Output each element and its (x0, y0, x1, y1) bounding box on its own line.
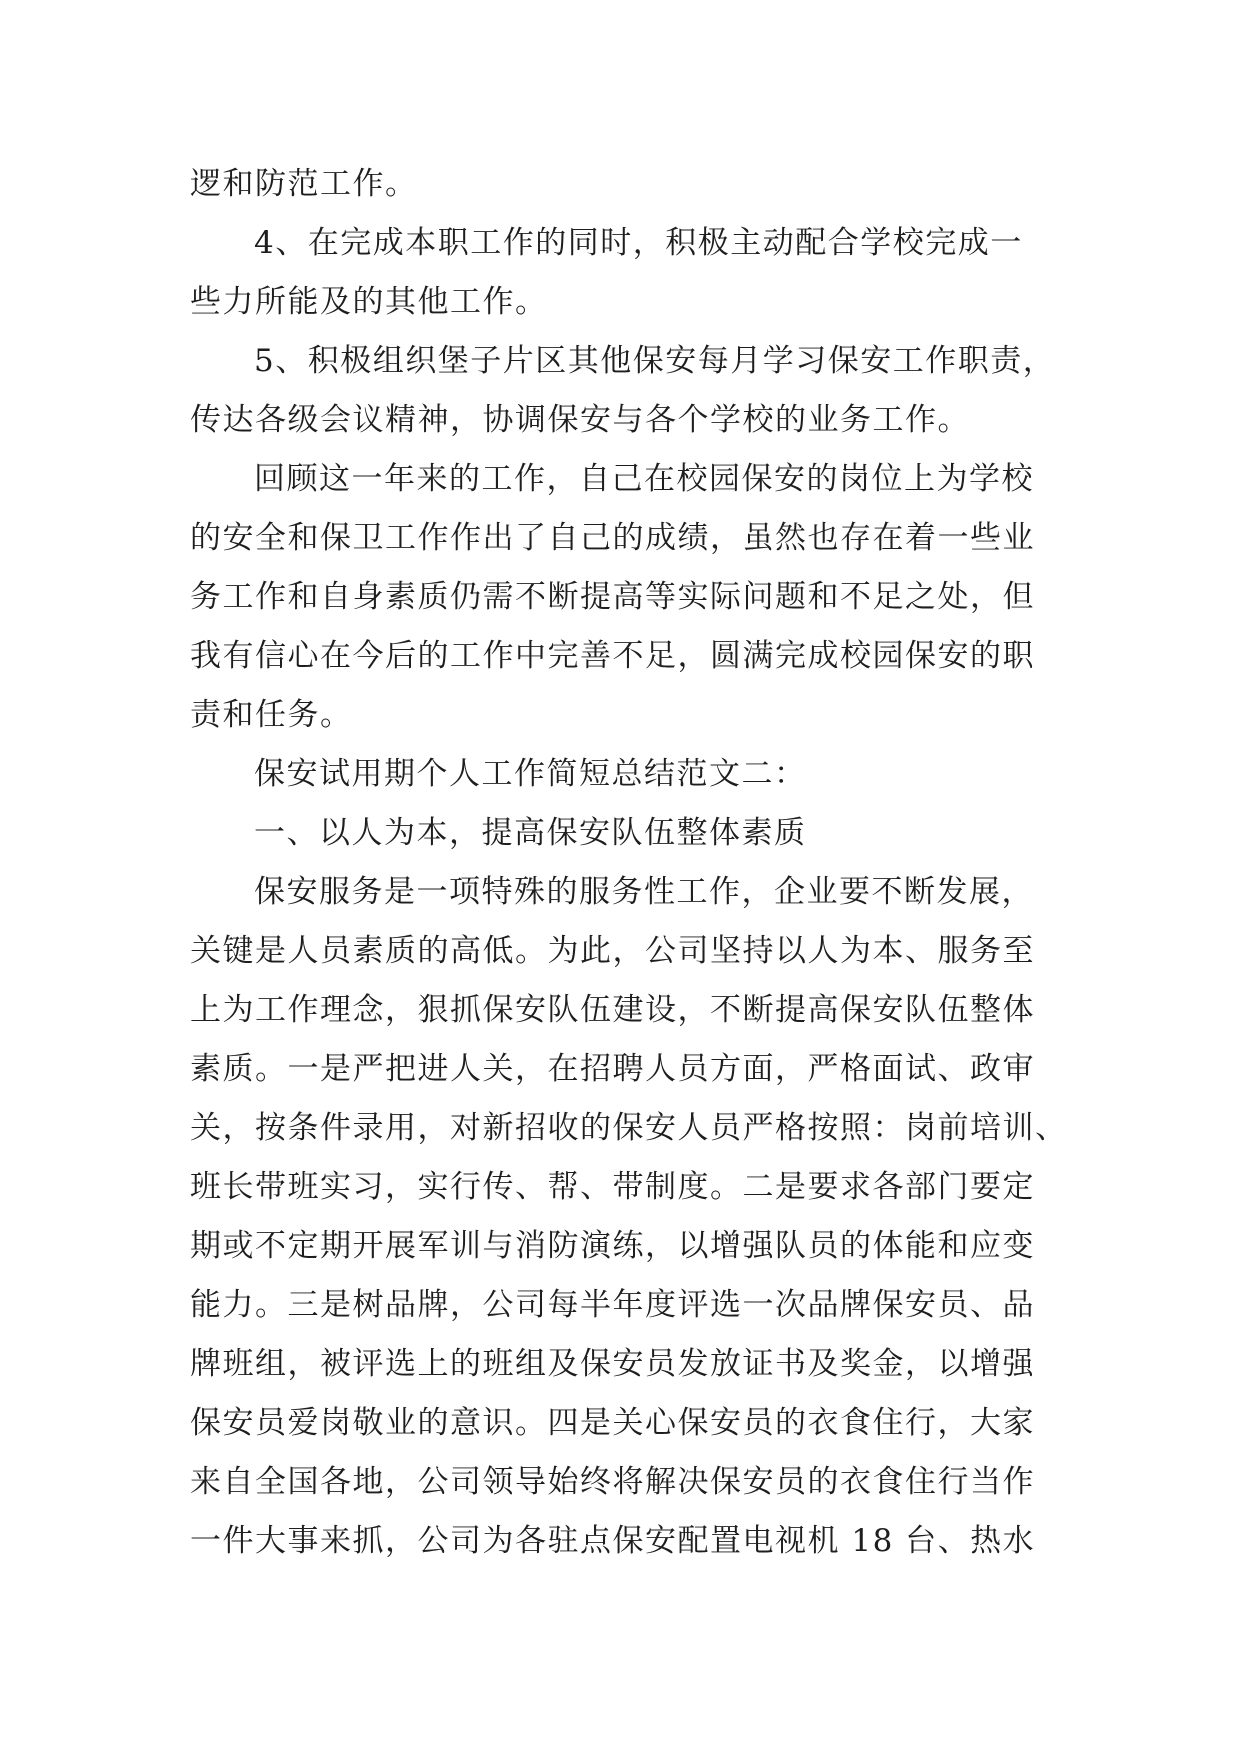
text-line: 期或不定期开展军训与消防演练，以增强队员的体能和应变 (190, 1228, 1035, 1264)
text-line: 牌班组，被评选上的班组及保安员发放证书及奖金，以增强 (190, 1346, 1035, 1382)
text-line: 来自全国各地，公司领导始终将解决保安员的衣食住行当作 (190, 1464, 1035, 1500)
text-line: 务工作和自身素质仍需不断提高等实际问题和不足之处，但 (190, 579, 1035, 615)
section-heading: 保安试用期个人工作简短总结范文二： (254, 756, 807, 792)
text-line: 保安员爱岗敬业的意识。四是关心保安员的衣食住行，大家 (190, 1405, 1035, 1441)
text-line: 素质。一是严把进人关，在招聘人员方面，严格面试、政审 (190, 1051, 1035, 1087)
section-heading: 一、以人为本，提高保安队伍整体素质 (254, 815, 807, 851)
text-line: 关，按条件录用，对新招收的保安人员严格按照：岗前培训、 (190, 1110, 1068, 1146)
text-line: 的安全和保卫工作作出了自己的成绩，虽然也存在着一些业 (190, 520, 1035, 556)
text-line: 我有信心在今后的工作中完善不足，圆满完成校园保安的职 (190, 638, 1035, 674)
text-line: 一件大事来抓，公司为各驻点保安配置电视机 18 台、热水 (190, 1523, 1036, 1559)
text-line: 班长带班实习，实行传、帮、带制度。二是要求各部门要定 (190, 1169, 1035, 1205)
text-line: 保安服务是一项特殊的服务性工作，企业要不断发展， (254, 874, 1034, 910)
text-line: 回顾这一年来的工作，自己在校园保安的岗位上为学校 (254, 461, 1034, 497)
text-line: 5、积极组织堡子片区其他保安每月学习保安工作职责， (254, 343, 1056, 379)
text-line: 些力所能及的其他工作。 (190, 284, 548, 320)
text-line: 4、在完成本职工作的同时，积极主动配合学校完成一 (254, 225, 1023, 261)
body-text (190, 155, 1068, 1571)
text-line: 传达各级会议精神，协调保安与各个学校的业务工作。 (190, 402, 970, 438)
text-line: 关键是人员素质的高低。为此，公司坚持以人为本、服务至 (190, 933, 1035, 969)
text-line: 能力。三是树品牌，公司每半年度评选一次品牌保安员、品 (190, 1287, 1035, 1323)
text-line: 逻和防范工作。 (190, 166, 418, 202)
text-line: 责和任务。 (190, 697, 353, 733)
text-line: 上为工作理念，狠抓保安队伍建设，不断提高保安队伍整体 (190, 992, 1035, 1028)
